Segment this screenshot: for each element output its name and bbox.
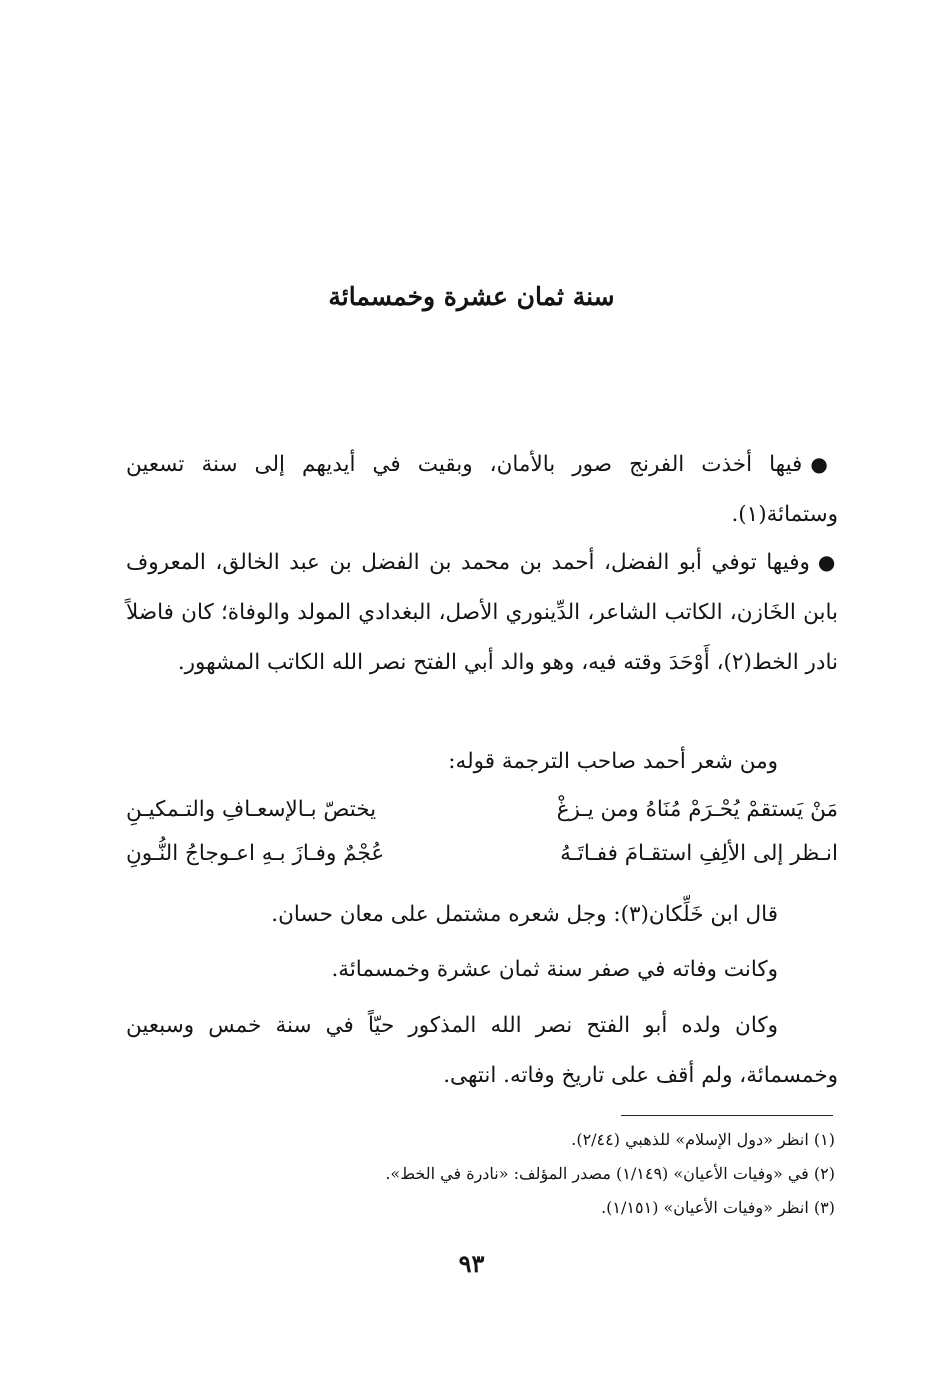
paragraph-2-text: وفيها توفي أبو الفضل، أحمد بن محمد بن الفضل بن عبد الخالق، المعروف بابن الخَازن، الكاتب الشاعر، الدِّينوري الأصل، البغدادي المولد والوفاة؛ كان فاضلاً نادر الخط(٢)، أَوْحَدَ وقته فيه، وهو والد أبي الفتح نصر الله الكاتب المشهور. xyxy=(126,550,838,675)
footnote-3: (٣) انظر «وفيات الأعيان» (١/١٥١). xyxy=(601,1198,835,1217)
paragraph-2 xyxy=(126,537,838,688)
footnote-1: (١) انظر «دول الإسلام» للذهبي (٢/٤٤). xyxy=(571,1130,835,1149)
poem-line-1-second-hemistich: يختصّ بـالإسعـافِ والتـمكيـنِ xyxy=(126,797,377,822)
paragraph-3 xyxy=(126,737,838,787)
paragraph-1-text: فيها أخذت الفرنج صور بالأمان، وبقيت في أيديهم إلى سنة تسعين وستمائة(١). xyxy=(126,452,838,527)
poem-line-1-first-hemistich: مَنْ يَستقمْ يُحْـرَمْ مُنَاهُ ومن يـزغْ xyxy=(556,797,838,822)
poem-line-2 xyxy=(126,841,838,881)
paragraph-4 xyxy=(126,890,838,940)
poem-line-1 xyxy=(126,797,838,837)
page-title: سنة ثمان عشرة وخمسمائة xyxy=(328,282,615,311)
paragraph-4-text: قال ابن خَلِّكان(٣): وجل شعره مشتمل على معان حسان. xyxy=(271,902,778,927)
paragraph-6-text: وكان ولده أبو الفتح نصر الله المذكور حيّاً في سنة خمس وسبعين وخمسمائة، ولم أقف على تاريخ وفاته. انتهى. xyxy=(126,1013,838,1088)
paragraph-6 xyxy=(126,1001,838,1101)
bullet-icon: ● xyxy=(810,452,839,476)
bullet-icon: ● xyxy=(817,550,839,574)
footnote-divider xyxy=(621,1115,833,1116)
footnote-2: (٢) في «وفيات الأعيان» (١/١٤٩) مصدر المؤلف: «نادرة في الخط». xyxy=(385,1164,835,1183)
paragraph-3-text: ومن شعر أحمد صاحب الترجمة قوله: xyxy=(448,749,778,774)
page-number: ٩٣ xyxy=(458,1249,485,1278)
paragraph-1 xyxy=(126,439,838,540)
poem-line-2-second-hemistich: عُجْمٌ وفـازَ بـهِ اعـوجاجُ النُّـونِ xyxy=(126,841,385,866)
poem-line-2-first-hemistich: انـظر إلى الألِفِ استقـامَ ففـاتَـهُ xyxy=(560,841,838,866)
paragraph-5-text: وكانت وفاته في صفر سنة ثمان عشرة وخمسمائة. xyxy=(331,957,778,982)
paragraph-5 xyxy=(126,945,838,995)
